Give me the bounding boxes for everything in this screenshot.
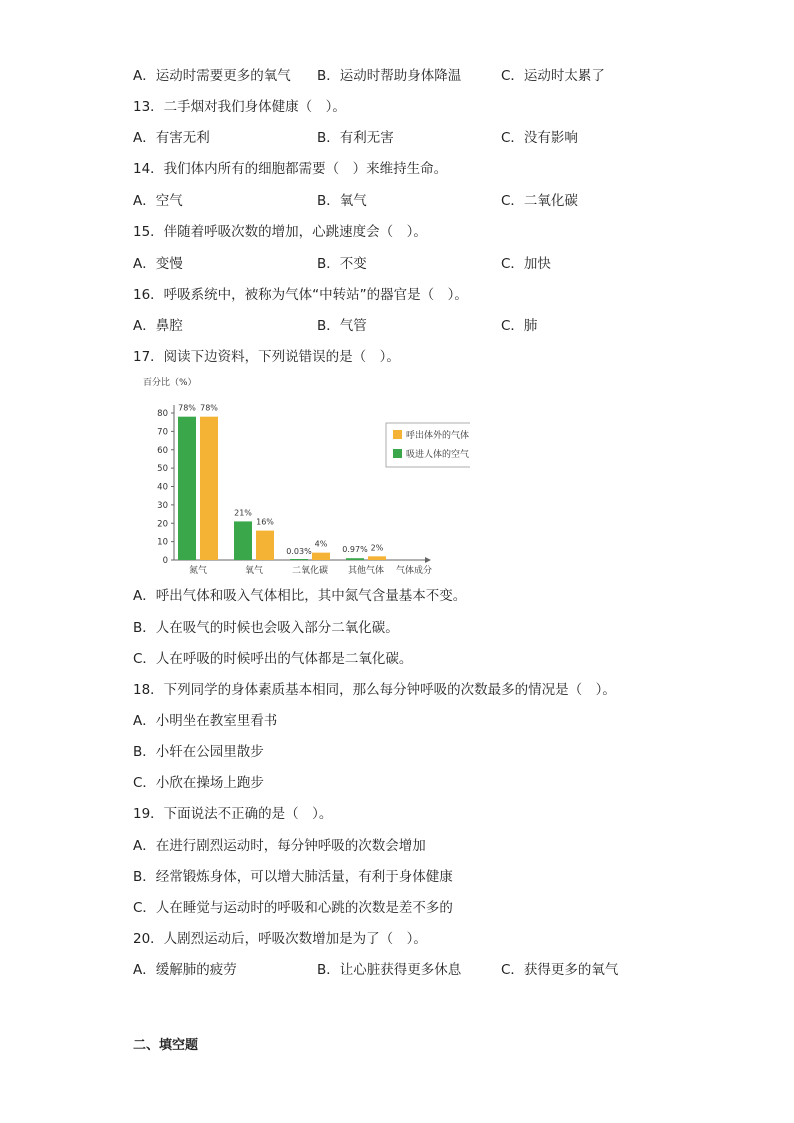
q20-option-a: A．缓解肺的疲劳 <box>133 962 237 978</box>
q18-option-b: B．小轩在公园里散步 <box>133 744 264 760</box>
q16-options <box>133 318 693 334</box>
chart-y-tick-label: 30 <box>157 500 168 511</box>
section-heading-fill-in: 二、填空题 <box>133 1038 199 1053</box>
q14-stem: 14．我们体内所有的细胞都需要（ ）来维持生命。 <box>133 161 448 177</box>
q13-options <box>133 130 693 146</box>
chart-y-tick-label: 70 <box>157 427 168 438</box>
q19-option-a: A．在进行剧烈运动时，每分钟呼吸的次数会增加 <box>133 838 426 854</box>
legend-label-inhaled: 吸进人体的空气 <box>406 450 470 460</box>
chart-category-label: 氮气 <box>188 566 208 576</box>
q17-option-c: C．人在呼吸的时候呼出的气体都是二氧化碳。 <box>133 651 413 667</box>
q17-stem: 17．阅读下边资料，下列说错误的是（ ）。 <box>133 349 400 365</box>
q18-stem: 18．下列同学的身体素质基本相同，那么每分钟呼吸的次数最多的情况是（ ）。 <box>133 682 616 698</box>
chart-category-label: 其他气体 <box>347 566 385 576</box>
q17-option-b: B．人在吸气的时候也会吸入部分二氧化碳。 <box>133 620 399 636</box>
legend-swatch-exhaled <box>393 430 402 439</box>
q15-option-c: C．加快 <box>501 256 551 272</box>
chart-legend <box>386 423 470 467</box>
chart-y-tick-label: 20 <box>157 519 168 530</box>
legend-label-exhaled: 呼出体外的气体 <box>406 431 470 441</box>
chart-data-label: 4% <box>314 539 328 549</box>
q19-option-b: B．经常锻炼身体，可以增大肺活量，有利于身体健康 <box>133 869 453 885</box>
q14-option-a: A．空气 <box>133 193 183 209</box>
q13-stem: 13．二手烟对我们身体健康（ ）。 <box>133 99 346 115</box>
q16-stem: 16．呼吸系统中，被称为气体“中转站”的器官是（ ）。 <box>133 287 468 303</box>
q15-option-b: B．不变 <box>317 256 367 272</box>
chart-y-tick-label: 80 <box>157 409 168 419</box>
q12-option-a: A．运动时需要更多的氧气 <box>133 68 291 84</box>
q16-option-b: B．气管 <box>317 318 367 334</box>
q17-option-a: A．呼出气体和吸入气体相比，其中氮气含量基本不变。 <box>133 588 467 604</box>
gas-composition-chart <box>140 373 470 578</box>
chart-bar <box>200 417 218 560</box>
q16-option-c: C．肺 <box>501 318 538 334</box>
chart-y-tick-label: 50 <box>157 464 168 475</box>
q13-option-c: C．没有影响 <box>501 130 578 146</box>
q12-option-b: B．运动时帮助身体降温 <box>317 68 462 84</box>
chart-x-axis-label: 气体成分 <box>395 566 433 576</box>
q15-option-a: A．变慢 <box>133 256 183 272</box>
q20-options <box>133 962 693 978</box>
chart-bar <box>256 531 274 560</box>
chart-category-label: 二氧化碳 <box>291 566 329 576</box>
q19-stem: 19．下面说法不正确的是（ ）。 <box>133 806 333 822</box>
chart-bar <box>178 417 196 560</box>
chart-category-label: 氧气 <box>244 566 264 576</box>
q12-options <box>133 68 693 84</box>
q12-option-c: C．运动时太累了 <box>501 68 605 84</box>
chart-y-tick-label: 0 <box>162 556 168 566</box>
q14-option-c: C．二氧化碳 <box>501 193 578 209</box>
q20-option-c: C．获得更多的氧气 <box>501 962 619 978</box>
q18-option-a: A．小明坐在教室里看书 <box>133 713 278 729</box>
chart-bar <box>368 556 386 560</box>
chart-y-axis-label: 百分比（%） <box>143 378 197 388</box>
chart-data-label: 2% <box>370 543 384 553</box>
q14-option-b: B．氧气 <box>317 193 367 209</box>
q18-option-c: C．小欣在操场上跑步 <box>133 775 264 791</box>
chart-data-label: 21% <box>234 508 252 518</box>
chart-x-axis-arrow <box>425 557 431 563</box>
chart-bar <box>290 559 308 560</box>
chart-data-label: 78% <box>178 403 196 413</box>
chart-bar <box>234 521 252 560</box>
legend-swatch-inhaled <box>393 449 402 458</box>
chart-y-tick-label: 40 <box>157 482 168 493</box>
chart-data-label: 0.03% <box>286 546 312 556</box>
chart-y-tick-label: 10 <box>157 537 168 548</box>
q13-option-a: A．有害无利 <box>133 130 210 146</box>
chart-data-label: 16% <box>256 517 274 527</box>
legend-box <box>386 423 470 467</box>
q20-option-b: B．让心脏获得更多休息 <box>317 962 462 978</box>
q13-option-b: B．有利无害 <box>317 130 394 146</box>
q20-stem: 20．人剧烈运动后，呼吸次数增加是为了（ ）。 <box>133 931 427 947</box>
chart-bar <box>312 553 330 560</box>
q16-option-a: A．鼻腔 <box>133 318 183 334</box>
q14-options <box>133 193 693 209</box>
q15-stem: 15．伴随着呼吸次数的增加，心跳速度会（ ）。 <box>133 224 427 240</box>
chart-data-label: 0.97% <box>342 545 368 555</box>
q19-option-c: C．人在睡觉与运动时的呼吸和心跳的次数是差不多的 <box>133 900 453 916</box>
q15-options <box>133 256 693 272</box>
chart-y-tick-label: 60 <box>157 445 168 456</box>
chart-data-label: 78% <box>200 403 218 413</box>
chart-bar <box>346 558 364 560</box>
